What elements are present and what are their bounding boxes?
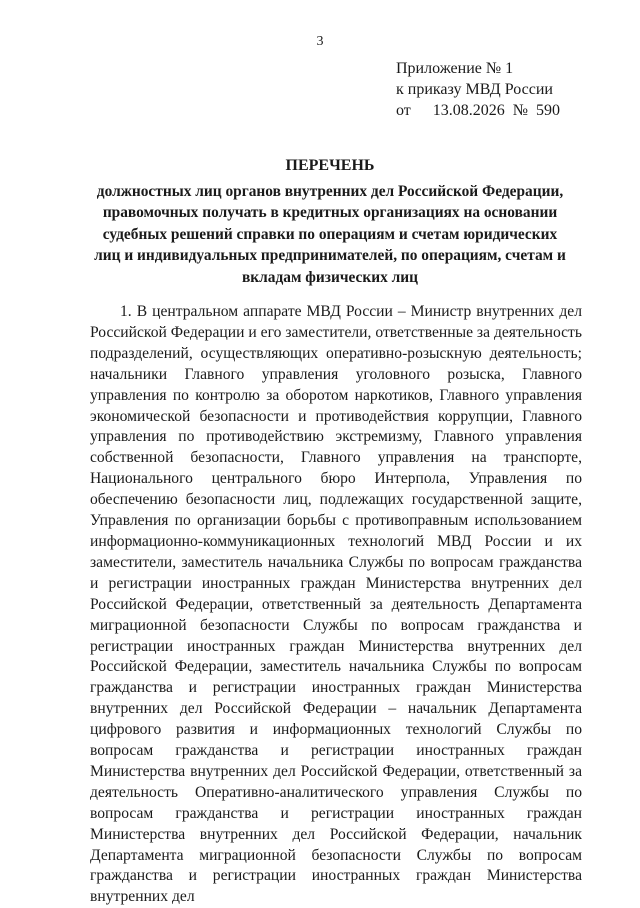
- appendix-block: [396, 58, 560, 121]
- appendix-date: 13.08.2026: [432, 102, 505, 119]
- body-paragraph-1: 1. В центральном аппарате МВД России – Министр внутренних дел Российской Федерации и его заместители, ответственные за деятельность подразделений, осуществляющих оперативно-розыскную деятельность; начальники Главного управления уголовного розыска, Главного управления по контролю за оборотом наркотиков, Главного управления экономической безопасности и противодействия коррупции, Главного управления по противодействию экстремизму, Главного управления собственной безопасности, Главного управления на транспорте, Национального центрального бюро Интерпола, Управления по обеспечению безопасности лиц, подлежащих государственной защите, Управления по организации борьбы с противоправным использованием информационно-коммуникационных технологий МВД России и их заместители, заместитель начальника Службы по вопросам гражданства и регистрации иностранных граждан Министерства внутренних дел Российской Федерации, ответственный за деятельность Департамента миграционной безопасности Службы по вопросам гражданства и регистрации иностранных граждан Министерства внутренних дел Российской Федерации, заместитель начальника Службы по вопросам гражданства и регистрации иностранных граждан Министерства внутренних дел Российской Федерации – начальник Департамента цифрового развития и информационных технологий Службы по вопросам гражданства и регистрации иностранных граждан Министерства внутренних дел Российской Федерации, ответственный за деятельность Оперативно-аналитического управления Службы по вопросам гражданства и регистрации иностранных граждан Министерства внутренних дел Российской Федерации, начальник Департамента миграционной безопасности Службы по вопросам гражданства и регистрации иностранных граждан Министерства внутренних дел: [90, 303, 582, 906]
- appendix-date-row: [396, 100, 560, 121]
- appendix-from-label: от: [396, 102, 411, 119]
- page-number: 3: [316, 34, 324, 49]
- document-heading: ПЕРЕЧЕНЬ: [285, 157, 375, 174]
- appendix-order-ref: к приказу МВД России: [396, 81, 553, 98]
- document-subtitle: должностных лиц органов внутренних дел Российской Федерации, правомочных получать в кредитных организациях на основании судебных решений справки по операциям и счетам юридических лиц и индивидуальных предпринимателей, по операциям, счетам и вкладам физических лиц: [94, 182, 566, 286]
- document-title: [92, 155, 568, 289]
- appendix-title: Приложение № 1: [396, 60, 514, 77]
- appendix-number: 590: [536, 102, 561, 119]
- appendix-number-sign: №: [512, 102, 529, 119]
